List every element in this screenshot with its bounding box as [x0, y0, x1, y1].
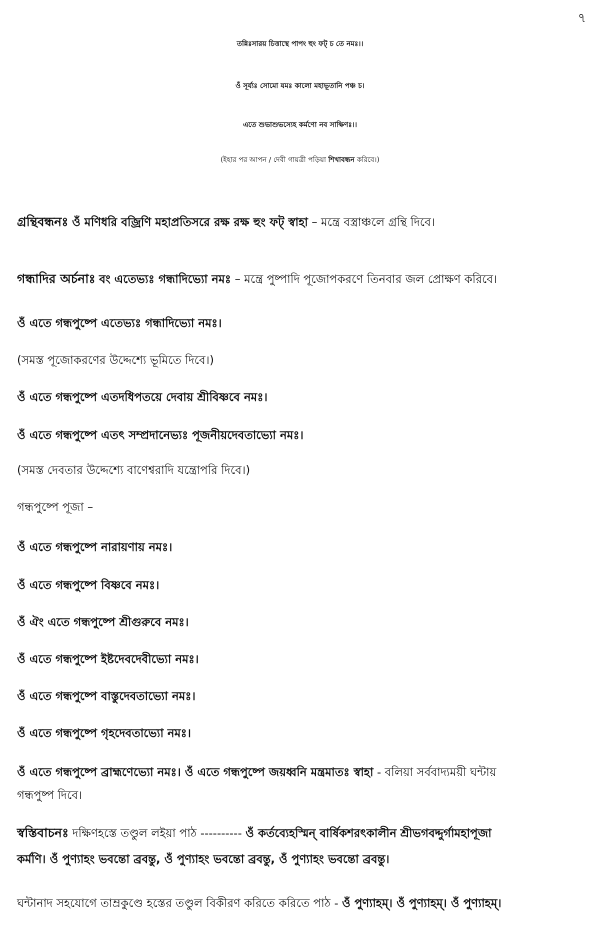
body-line: ওঁ এতে গন্ধপুষ্পে এতদধিপতয়ে দেবায় শ্রীবিষ্ণবে নমঃ।: [17, 390, 268, 404]
body-line: ওঁ এতে গন্ধপুষ্পে এতৎ সম্প্রদানেভ্যঃ পূজনীয়দেবতাভ্যো নমঃ।: [17, 428, 304, 442]
body-line: ওঁ এতে গন্ধপুষ্পে বিষ্ণবে নমঃ।: [17, 578, 160, 592]
shikhabandhan-instruction: [0, 156, 600, 165]
mantra-line: এতে শুভাশুভস্যেহ কর্মণো নব সাক্ষিণঃ।।: [242, 121, 358, 129]
gandhadi-section: [17, 271, 497, 287]
ghanta-note: - বলিয়া সর্ববাদ্যময়ী ঘন্টায়: [376, 765, 497, 779]
ghanta-line: [17, 765, 496, 779]
body-line: ওঁ এতে গন্ধপুষ্পে এতেভ্যঃ গন্ধাদিভ্যো নমঃ।: [17, 316, 222, 330]
ghanta-continuation: গন্ধপুষ্প দিবে।: [17, 788, 83, 802]
granthi-heading: গ্রন্থিবন্ধনঃ: [17, 214, 69, 229]
swasti-line: [17, 825, 491, 841]
granthi-mantra: ওঁ মণিধরি বজ্রিণি মহাপ্রতিসরে রক্ষ রক্ষ হুং ফট্ স্বাহা: [71, 215, 308, 229]
mantra-line: তন্নিঃসারয় চিত্তাস্থে পাপং হুং ফট্ চ তে নমঃ।।: [236, 40, 364, 48]
gandhadi-note: – মন্ত্রে পুষ্পাদি পূজোপকরণে তিনবার জল প্রোক্ষণ করিবে।: [234, 272, 498, 286]
body-line: (সমস্ত পূজোকরণের উদ্দেশ্যে ভূমিতে দিবে।): [17, 353, 214, 367]
body-line: (সমস্ত দেবতার উদ্দেশ্যে বাণেশ্বরাদি যন্ত্রোপরি দিবে।): [17, 463, 251, 477]
swasti-heading: স্বস্তিবাচনঃ: [17, 825, 69, 840]
granthi-section: [17, 214, 435, 230]
granthi-note: – মন্ত্রে বস্ত্রাঞ্চলে গ্রন্থি দিবে।: [311, 215, 436, 229]
body-line: ওঁ এতে গন্ধপুষ্পে ইষ্টদেবদেবীভ্যো নমঃ।: [17, 652, 199, 666]
body-line: ওঁ এতে গন্ধপুষ্পে বাস্তুদেবতাভ্যো নমঃ।: [17, 689, 196, 703]
mantra-line: ওঁ সূর্য্যঃ সোমো যমঃ কালো মহাভূতানি পঞ্চ চ।: [235, 82, 365, 90]
swasti-mantra: ওঁ কর্তব্যেহস্মিন্ বার্ষিকশরৎকালীন শ্রীভগবদ্দুর্গামহাপূজা: [245, 826, 492, 840]
gandhadi-heading: গন্ধাদির অর্চনাঃ: [17, 271, 96, 286]
ghantanad-text: ঘন্টানাদ সহযোগে তাম্রকুণ্ডে হস্তের তণ্ডুল বিকীরণ করিতে করিতে পাঠ -: [17, 896, 339, 910]
body-line: গন্ধপুষ্পে পূজা –: [17, 500, 94, 514]
body-line: ওঁ ঐং এতে গন্ধপুষ্পে শ্রীগুরুবে নমঃ।: [17, 615, 189, 629]
body-line: ওঁ এতে গন্ধপুষ্পে গৃহদেবতাভ্যো নমঃ।: [17, 726, 192, 740]
body-line: ওঁ এতে গন্ধপুষ্পে নারায়ণায় নমঃ।: [17, 540, 173, 554]
ghantanad-line: [17, 896, 501, 910]
gandhadi-mantra: বং এতেভ্যঃ গন্ধাদিভ্যো নমঃ: [99, 272, 232, 286]
swasti-note: দক্ষিণহস্তে তণ্ডুল লইয়া পাঠ ----------: [72, 826, 242, 840]
instruction-bold: শিখাবন্ধন: [328, 156, 355, 164]
page-number: ৭: [577, 10, 586, 25]
instruction-suffix: করিবে।): [356, 156, 380, 164]
ghanta-mantra: ওঁ এতে গন্ধপুষ্পে ব্রাহ্মণেভ্যো নমঃ। ওঁ এতে গন্ধপুষ্পে জয়ধ্বনি মন্ত্রমাতঃ স্বাহা: [17, 765, 374, 779]
instruction-prefix: (ইহার পর আপন / দেবী গায়ত্রী পড়িয়া: [220, 156, 326, 164]
ghantanad-mantra: ওঁ পুণ্যাহম্। ওঁ পুণ্যাহম্। ওঁ পুণ্যাহম্।: [342, 896, 502, 910]
swasti-line-2: কর্মণি। ওঁ পুণ্যাহং ভবন্তো ব্রবন্তু, ওঁ পুণ্যাহং ভবন্তো ব্রবন্তু, ওঁ পুণ্যাহং ভবন্তো ব্রবন্তু।: [17, 852, 390, 866]
